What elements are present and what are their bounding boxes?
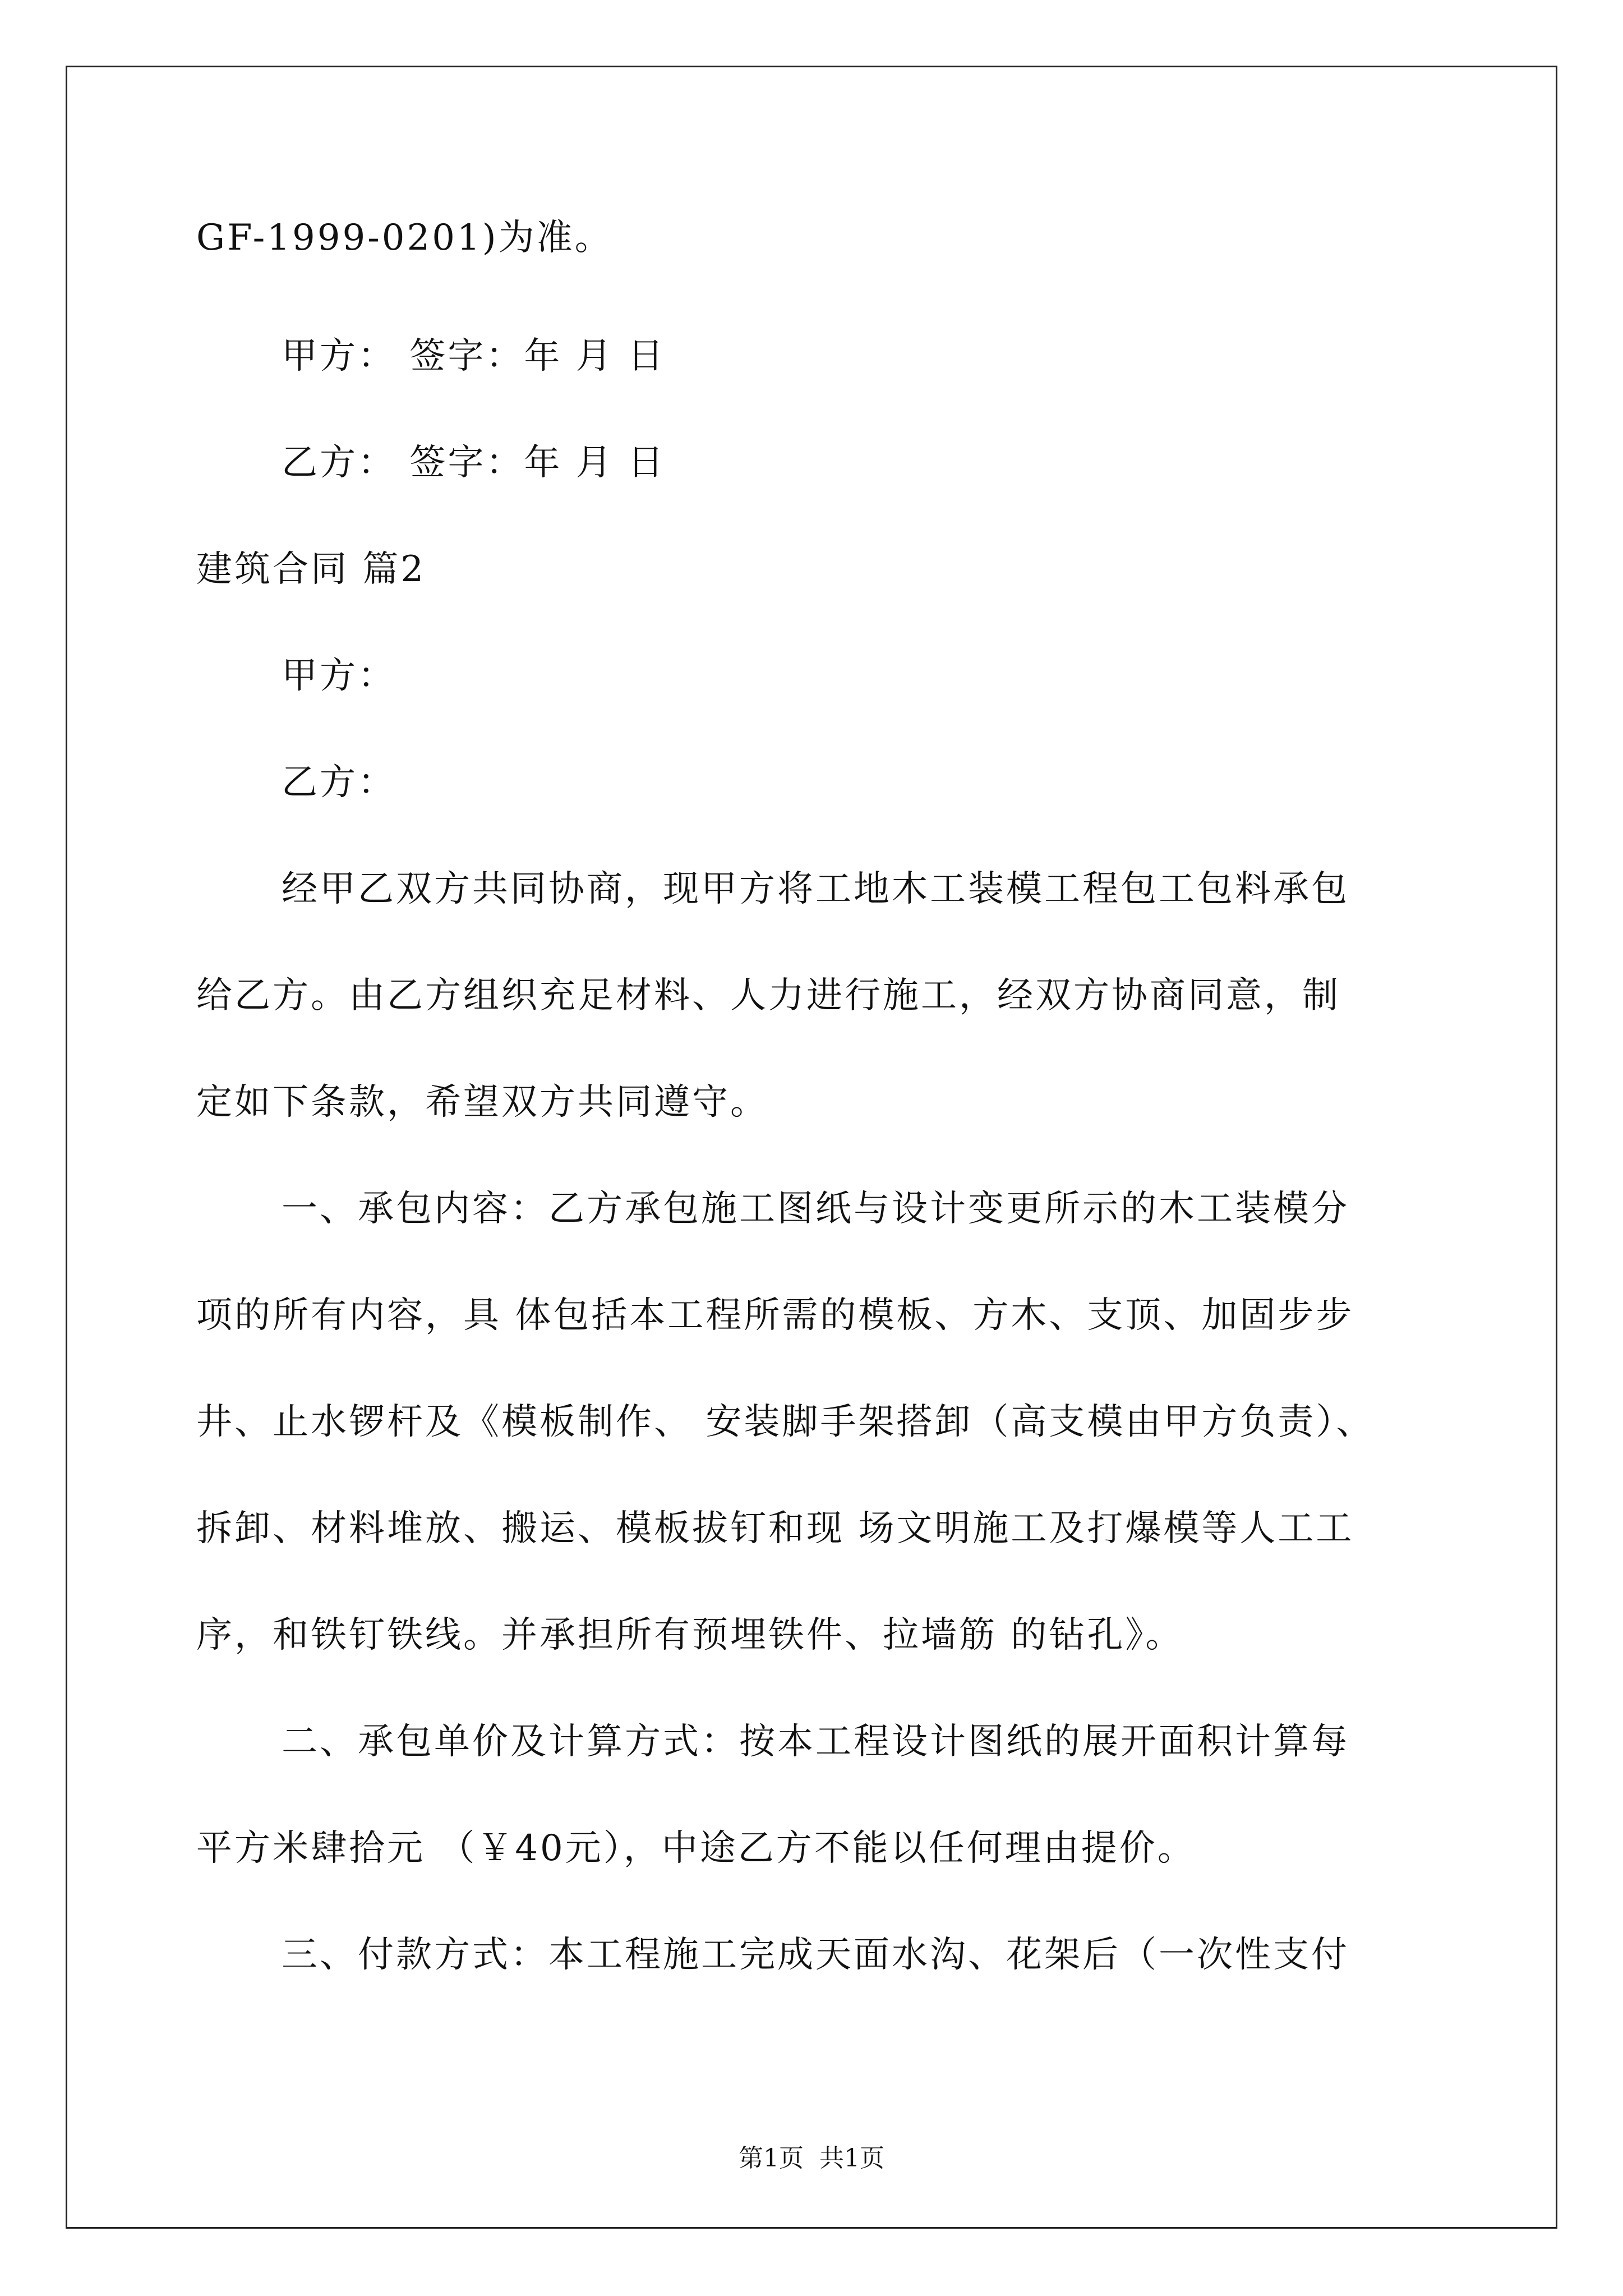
text-line: 三、付款方式：本工程施工完成天面水沟、花架后（一次性支付 <box>282 1934 1349 1976</box>
text-line: 乙方： <box>282 762 396 803</box>
text-line: 给乙方。由乙方组织充足材料、人力进行施工，经双方协商同意，制 <box>196 975 1340 1016</box>
text-line: 井、止水锣杆及《模板制作、 安装脚手架搭卸（高支模由甲方负责）、 <box>196 1401 1375 1443</box>
text-line: 平方米肆拾元 （￥40元），中途乙方不能以任何理由提价。 <box>196 1828 1196 1869</box>
text-line: 定如下条款，希望双方共同遵守。 <box>196 1082 768 1123</box>
text-line: 甲方： <box>282 655 396 697</box>
text-line: 项的所有内容，具 体包括本工程所需的模板、方木、支顶、加固步步 <box>196 1295 1354 1336</box>
text-line: 经甲乙双方共同协商，现甲方将工地木工装模工程包工包料承包 <box>282 868 1349 910</box>
text-line: 序，和铁钉铁线。并承担所有预埋铁件、拉墙筋 的钻孔》。 <box>196 1614 1184 1656</box>
text-line: 拆卸、材料堆放、搬运、模板拔钉和现 场文明施工及打爆模等人工工 <box>196 1508 1354 1549</box>
section-heading: 建筑合同 篇2 <box>196 549 426 590</box>
page-footer: 第1页 共1页 <box>739 2144 884 2173</box>
page-border <box>66 66 1557 2229</box>
text-line: 甲方： 签字：年 月 日 <box>282 335 666 377</box>
text-line: GF-1999-0201)为准。 <box>196 217 613 259</box>
text-line: 一、承包内容：乙方承包施工图纸与设计变更所示的木工装模分 <box>282 1188 1349 1230</box>
text-line: 乙方： 签字：年 月 日 <box>282 442 666 484</box>
text-line: 二、承包单价及计算方式：按本工程设计图纸的展开面积计算每 <box>282 1721 1349 1763</box>
